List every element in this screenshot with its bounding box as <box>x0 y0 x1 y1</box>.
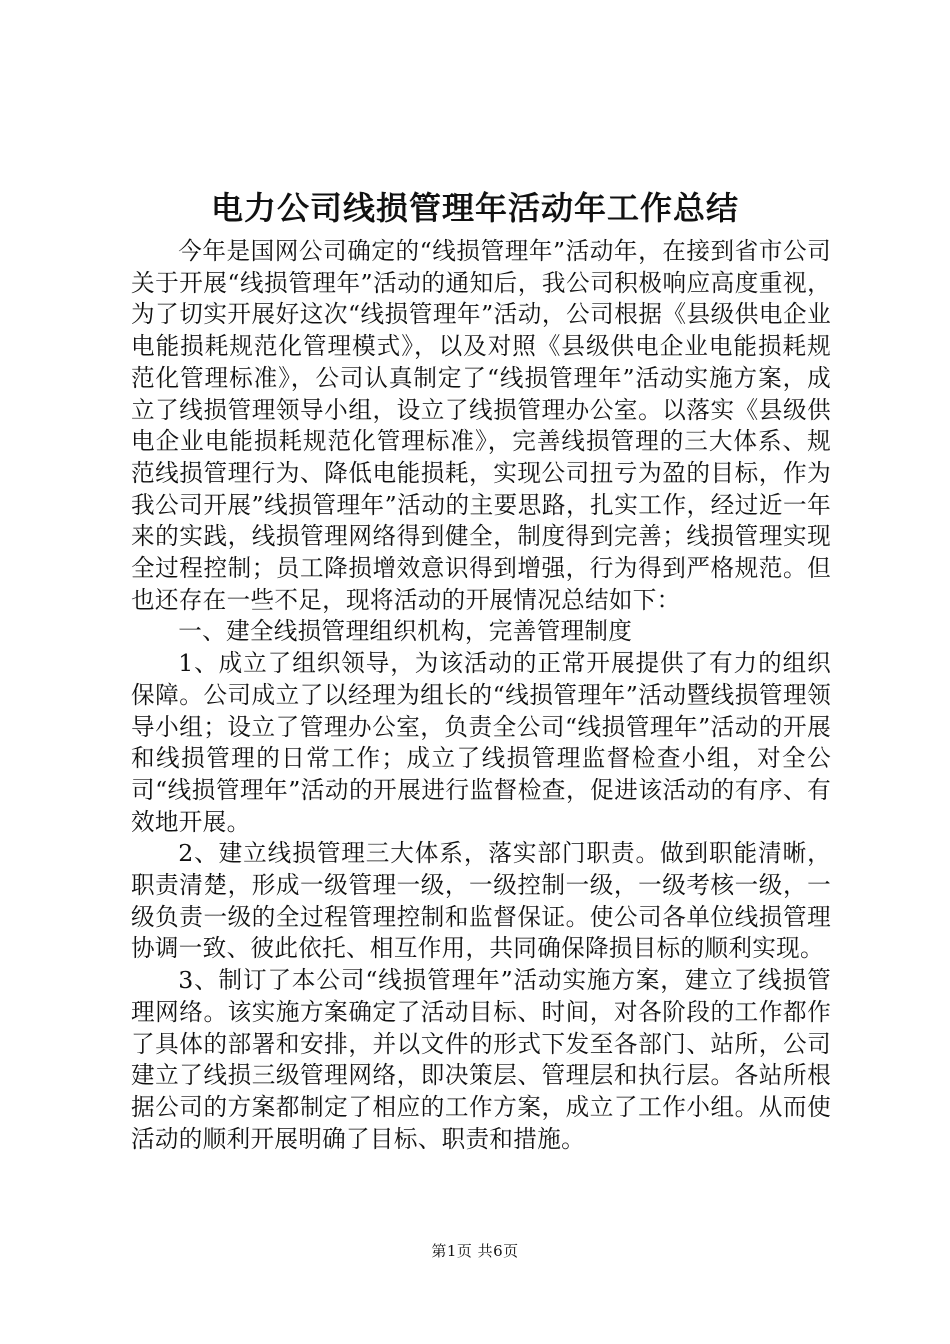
intro-paragraph: 今年是国网公司确定的“线损管理年”活动年，在接到省市公司关于开展“线损管理年”活动的通知后，我公司积极响应高度重视，为了切实开展好这次“线损管理年”活动，公司根据《县级供电企业电能损耗规范化管理模式》，以及对照《县级供电企业电能损耗规范化管理标准》，公司认真制定了“线损管理年”活动实施方案，成立了线损管理领导小组，设立了线损管理办公室。以落实《县级供电企业电能损耗规范化管理标准》，完善线损管理的三大体系、规范线损管理行为、降低电能损耗，实现公司扭亏为盈的目标，作为我公司开展”线损管理年”活动的主要思路，扎实工作，经过近一年来的实践，线损管理网络得到健全，制度得到完善；线损管理实现全过程控制；员工降损增效意识得到增强，行为得到严格规范。但也还存在一些不足，现将活动的开展情况总结如下： <box>131 237 831 614</box>
document-title: 电力公司线损管理年活动年工作总结 <box>210 189 739 227</box>
item-paragraph-2: 2、建立线损管理三大体系，落实部门职责。做到职能清晰，职责清楚，形成一级管理一级，一级控制一级，一级考核一级，一级负责一级的全过程管理控制和监督保证。使公司各单位线损管理协调一致、彼此依托、相互作用，共同确保降损目标的顺利实现。 <box>131 839 831 963</box>
item-paragraph-1: 1、成立了组织领导，为该活动的正常开展提供了有力的组织保障。公司成立了以经理为组长的“线损管理年”活动暨线损管理领导小组；设立了管理办公室，负责全公司“线损管理年”活动的开展和线损管理的日常工作；成立了线损管理监督检查小组，对全公司“线损管理年”活动的开展进行监督检查，促进该活动的有序、有效地开展。 <box>131 649 831 836</box>
section-heading-1: 一、建全线损管理组织机构，完善管理制度 <box>178 617 633 646</box>
item-paragraph-3: 3、制订了本公司“线损管理年”活动实施方案，建立了线损管理网络。该实施方案确定了活动目标、时间，对各阶段的工作都作了具体的部署和安排，并以文件的形式下发至各部门、站所，公司建立了线损三级管理网络，即决策层、管理层和执行层。各站所根据公司的方案都制定了相应的工作方案，成立了工作小组。从而使活动的顺利开展明确了目标、职责和措施。 <box>131 966 831 1153</box>
page-number-footer: 第1页 共6页 <box>431 1242 519 1260</box>
document-body <box>131 236 831 1155</box>
